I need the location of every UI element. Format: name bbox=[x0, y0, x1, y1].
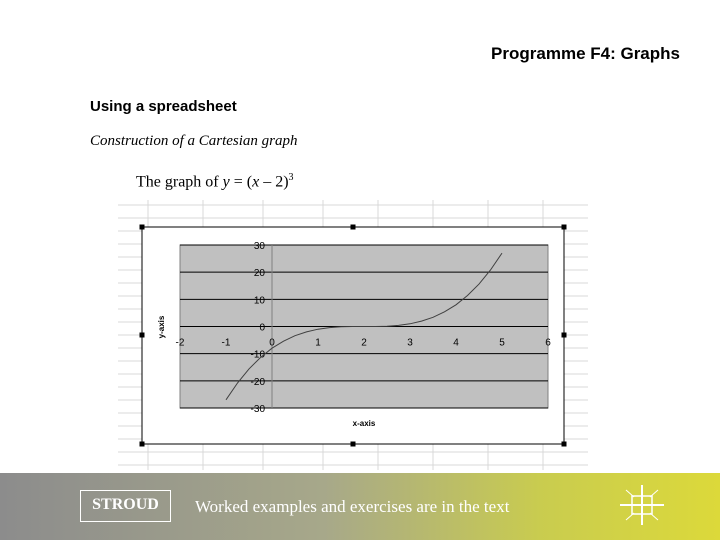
x-tick-label: 3 bbox=[407, 337, 413, 349]
caption-x: x bbox=[252, 173, 260, 191]
y-tick-label: -20 bbox=[250, 376, 265, 388]
x-tick-label: 0 bbox=[269, 337, 275, 349]
y-tick-label: 10 bbox=[253, 295, 265, 307]
y-tick-label: 30 bbox=[253, 241, 265, 252]
caption-exponent: 3 bbox=[288, 172, 294, 183]
y-tick-label: -10 bbox=[250, 349, 265, 361]
selection-handle bbox=[351, 225, 356, 230]
section-title: Using a spreadsheet bbox=[90, 98, 237, 115]
x-tick-label: -1 bbox=[221, 337, 231, 349]
y-axis-label: y-axis bbox=[157, 315, 166, 339]
x-tick-label: 1 bbox=[315, 337, 321, 349]
selection-handle bbox=[351, 442, 356, 447]
x-tick-label: 6 bbox=[545, 337, 551, 349]
stroud-logo: STROUD bbox=[80, 490, 171, 522]
footer-note: Worked examples and exercises are in the text bbox=[195, 497, 510, 516]
x-tick-label: 5 bbox=[499, 337, 505, 349]
compass-cross-icon bbox=[612, 480, 672, 530]
y-tick-label: -30 bbox=[250, 404, 265, 415]
section-subtitle: Construction of a Cartesian graph bbox=[90, 133, 298, 149]
x-tick-label: -2 bbox=[175, 337, 185, 349]
caption-y: y bbox=[222, 173, 230, 191]
caption-prefix: The graph of bbox=[136, 173, 223, 191]
caption-rest: – 2) bbox=[259, 173, 289, 191]
selection-handle bbox=[562, 442, 567, 447]
y-tick-label: 0 bbox=[259, 322, 265, 334]
x-tick-label: 4 bbox=[453, 337, 459, 349]
x-tick-label: 2 bbox=[361, 337, 367, 349]
selection-handle bbox=[562, 225, 567, 230]
selection-handle bbox=[140, 225, 145, 230]
caption-eq: = ( bbox=[229, 173, 253, 191]
x-axis-label: x-axis bbox=[352, 419, 376, 428]
y-tick-label: 20 bbox=[253, 268, 265, 280]
chart-caption bbox=[136, 172, 294, 191]
selection-handle bbox=[562, 333, 567, 338]
selection-handle bbox=[140, 442, 145, 447]
selection-handle bbox=[140, 333, 145, 338]
programme-title: Programme F4: Graphs bbox=[491, 44, 680, 63]
cubic-chart bbox=[118, 200, 588, 470]
